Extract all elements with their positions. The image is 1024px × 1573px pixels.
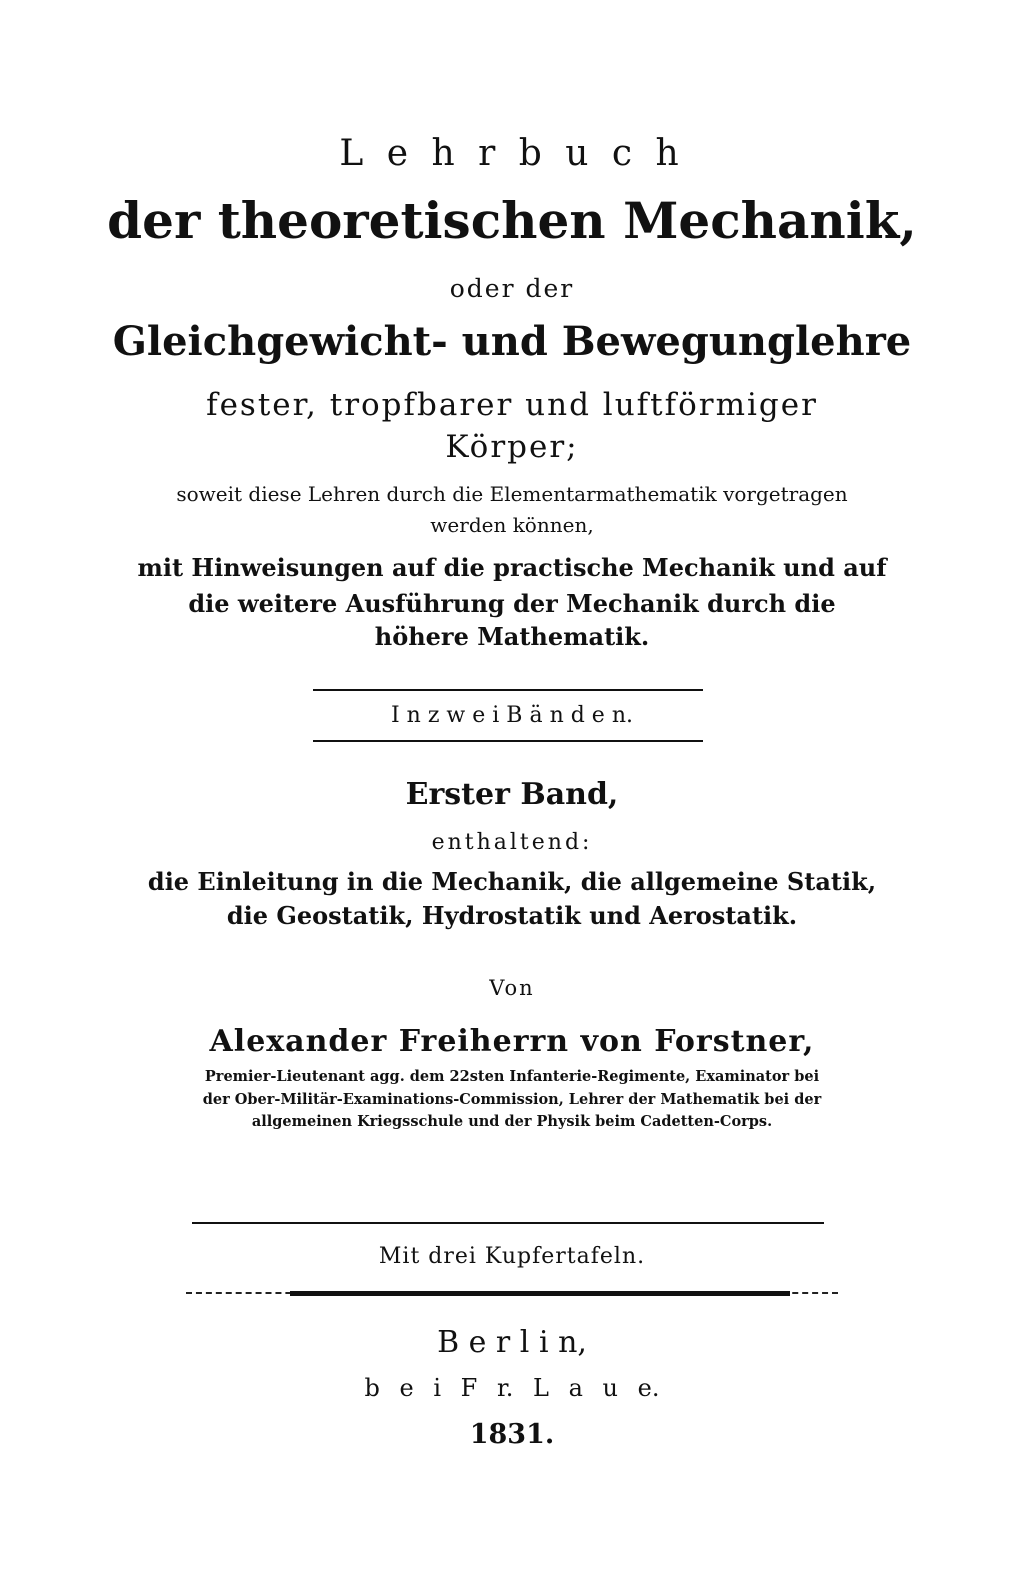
divider-1: [313, 689, 703, 691]
volumes-line: I n z w e i B ä n d e n.: [391, 703, 633, 728]
title-line-8: werden können,: [430, 513, 594, 537]
title-line-1: L e h r b u c h: [339, 133, 685, 174]
author-desc-1: Premier-Lieutenant agg. dem 22sten Infanterie-Regimente, Examinator bei: [204, 1068, 820, 1085]
contents-line-1: die Einleitung in die Mechanik, die allgemeine Statik,: [147, 867, 877, 896]
by-label: Von: [489, 976, 535, 1000]
publisher: b e i F r. L a u e.: [364, 1374, 660, 1402]
volume-title: Erster Band,: [405, 777, 619, 812]
city: B e r l i n,: [437, 1325, 587, 1360]
author-desc-3: allgemeinen Kriegsschule und der Physik beim Cadetten-Corps.: [251, 1113, 773, 1130]
title-line-7: soweit diese Lehren durch die Elementarmathematik vorgetragen: [176, 482, 848, 506]
subtitle: Gleichgewicht- und Bewegunglehre: [112, 318, 912, 365]
divider-2: [313, 740, 703, 742]
contents-line-2: die Geostatik, Hydrostatik und Aerostatik.: [226, 901, 798, 930]
containing-label: enthaltend:: [431, 830, 593, 855]
title-line-11: höhere Mathematik.: [374, 622, 650, 651]
title-line-6: Körper;: [445, 429, 579, 465]
title-line-9: mit Hinweisungen auf die practische Mechanik und auf: [137, 553, 887, 582]
divider-4-solid: [290, 1291, 790, 1296]
author-desc-2: der Ober-Militär-Examinations-Commission, Lehrer der Mathematik bei der: [202, 1091, 822, 1108]
main-title: der theoretischen Mechanik,: [107, 191, 917, 250]
author-name: Alexander Freiherrn von Forstner,: [209, 1024, 815, 1059]
divider-3: [192, 1222, 824, 1224]
title-line-5: fester, tropfbarer und luftförmiger: [206, 387, 818, 423]
title-line-10: die weitere Ausführung der Mechanik durch die: [188, 589, 836, 618]
title-line-3: oder der: [449, 274, 575, 303]
year: 1831.: [469, 1419, 555, 1450]
plates-line: Mit drei Kupfertafeln.: [378, 1244, 646, 1269]
